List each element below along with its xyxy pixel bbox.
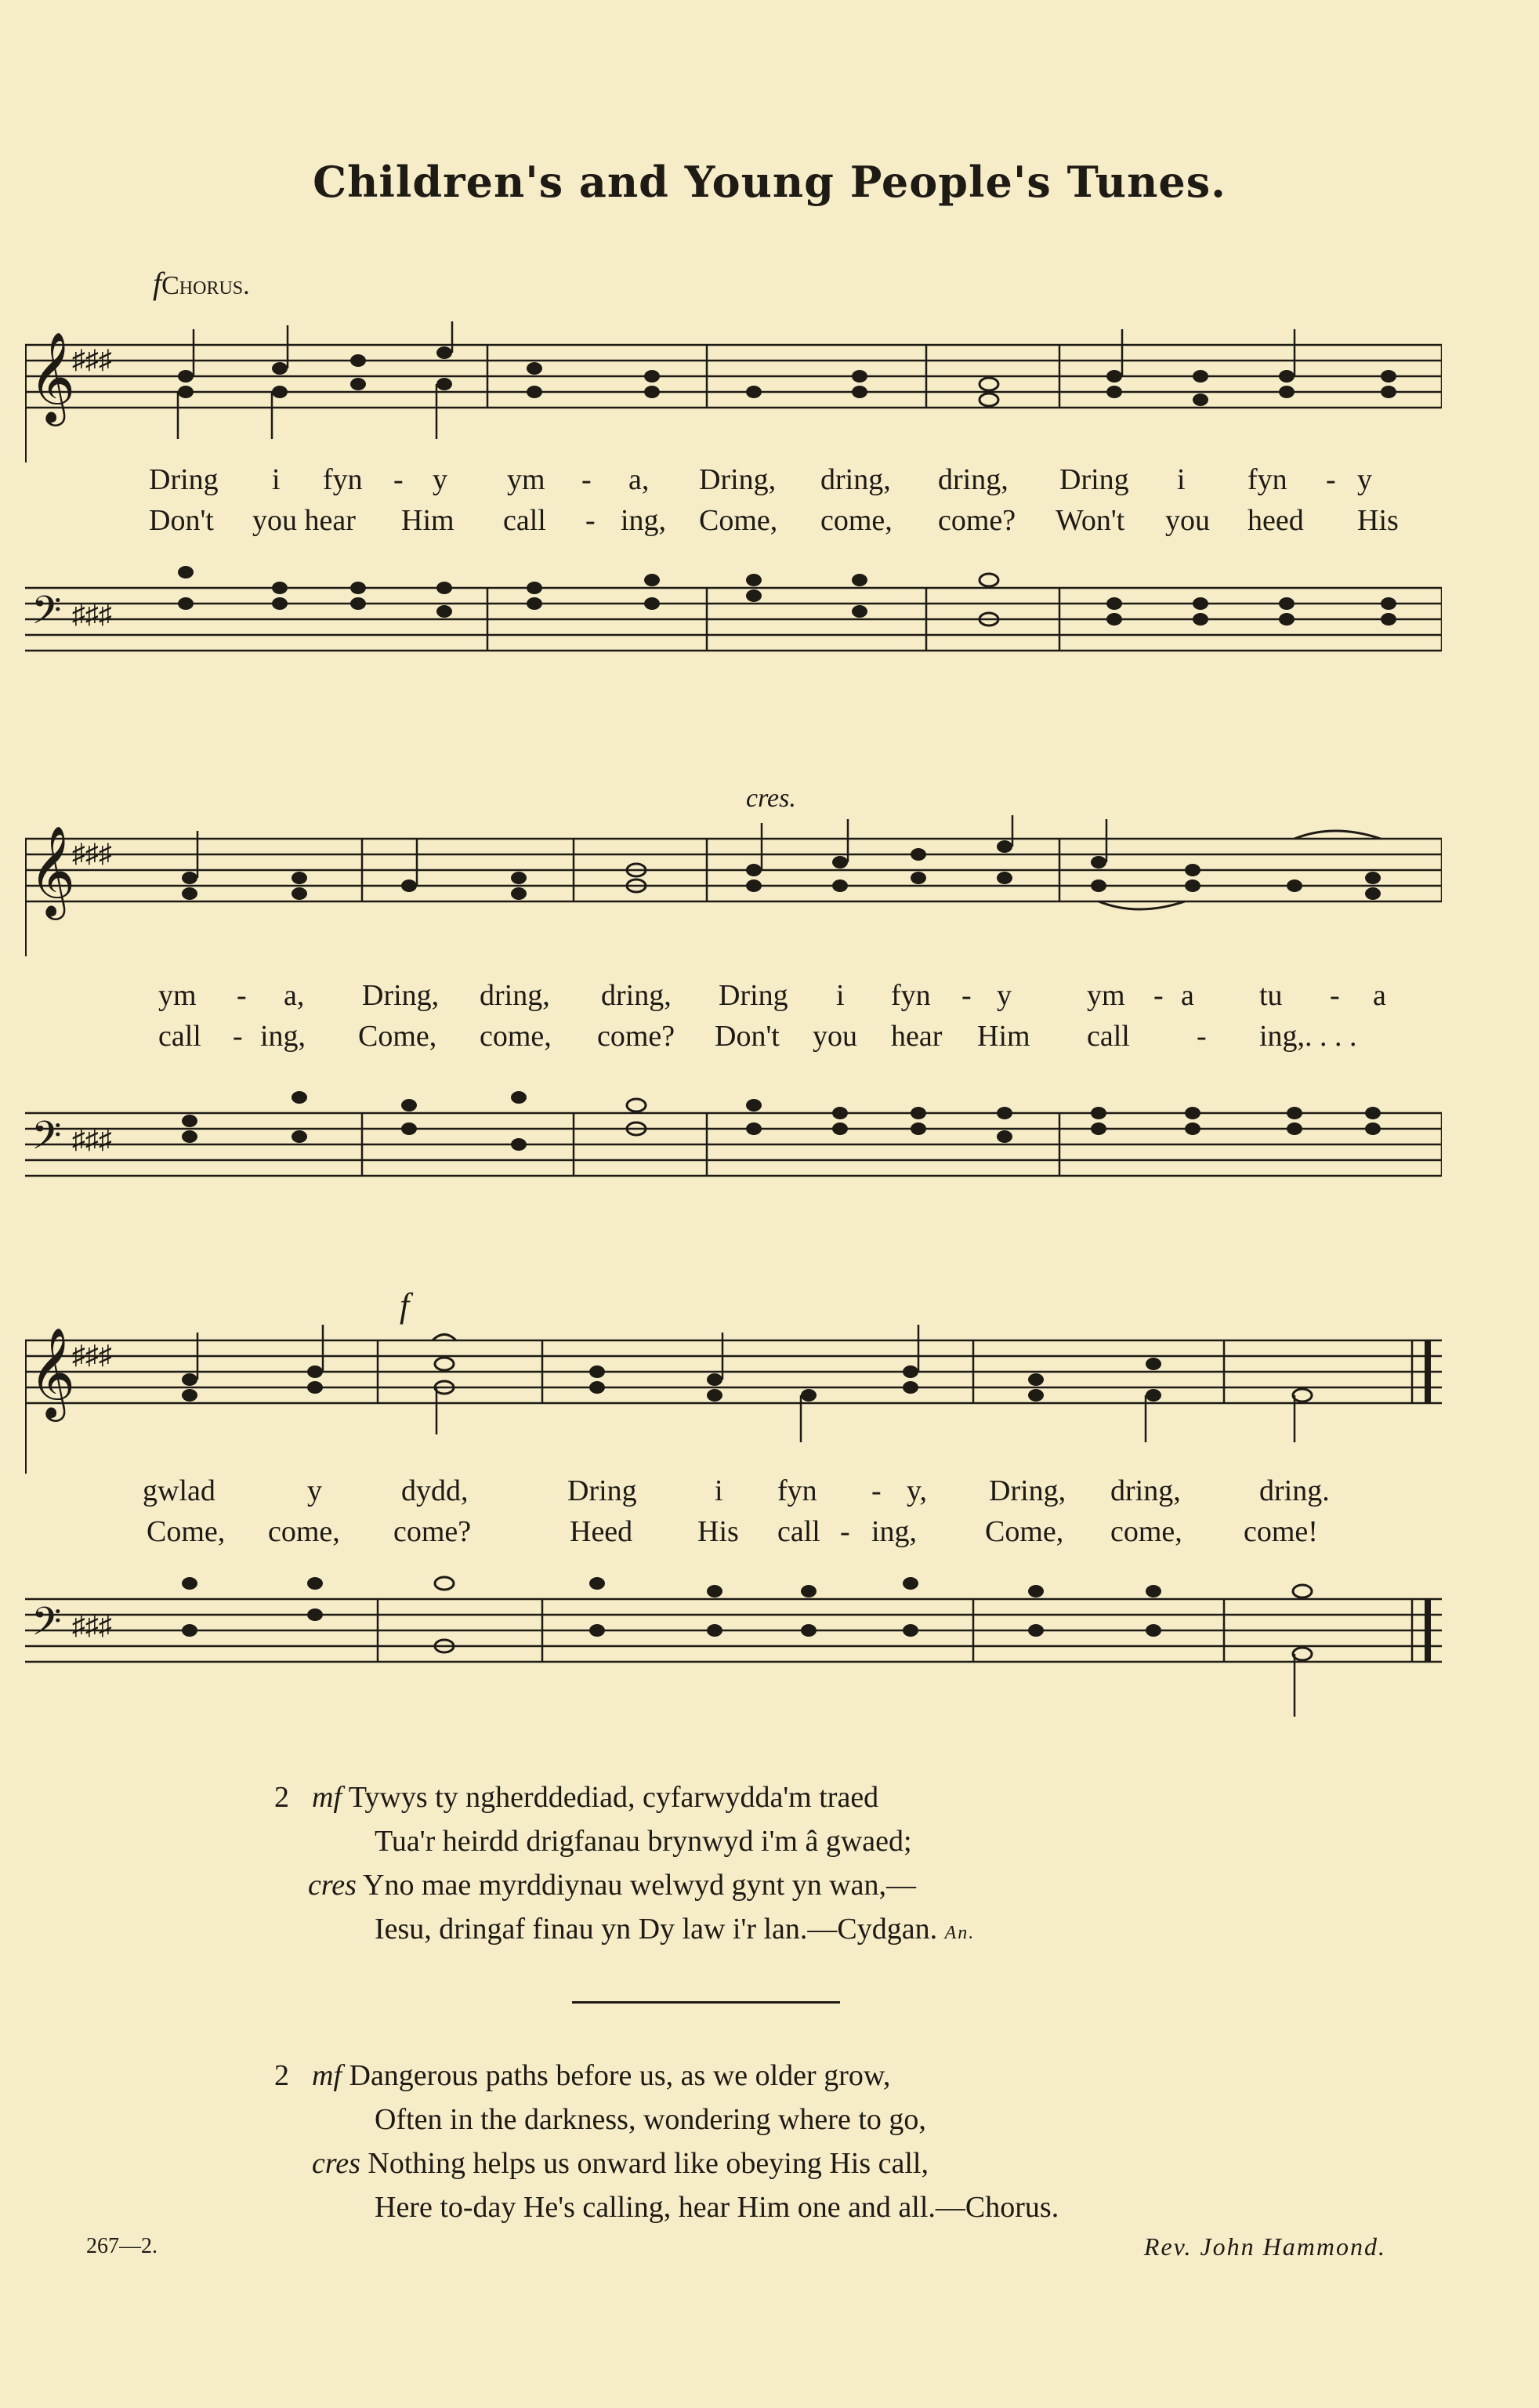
- lyric-syllable: -: [1326, 463, 1336, 496]
- lyric-syllable: Him: [401, 504, 454, 537]
- verse-number: 2: [274, 2059, 289, 2092]
- lyric-syllable: a: [1181, 979, 1194, 1012]
- lyric-syllable: -: [1197, 1020, 1207, 1053]
- lyric-syllable: Don't: [149, 504, 214, 537]
- lyric-syllable: dydd,: [401, 1474, 469, 1507]
- lyric-syllable: dring,: [1110, 1474, 1181, 1507]
- verse-line: [274, 1775, 975, 1819]
- lyric-syllable: gwlad: [143, 1474, 215, 1507]
- lyric-syllable: -: [961, 979, 972, 1012]
- lyric-syllable: come?: [597, 1020, 675, 1053]
- verse-text: Yno mae myrddiynau welwyd gynt yn wan,—: [363, 1869, 917, 1902]
- svg-text:♯♯♯: ♯♯♯: [72, 1126, 112, 1155]
- verse-number: 2: [274, 1781, 289, 1814]
- lyric-syllable: Dring: [719, 979, 788, 1012]
- lyric-syllable: dring,: [601, 979, 672, 1012]
- lyrics-line-english-2: [25, 1019, 1442, 1053]
- lyric-syllable: Come,: [985, 1515, 1064, 1548]
- music-system-2: [25, 784, 1442, 1223]
- lyric-syllable: hear: [891, 1020, 943, 1053]
- lyrics-line-english-3: [25, 1514, 1442, 1546]
- lyric-syllable: a,: [284, 979, 305, 1012]
- verse-line: [274, 2098, 1059, 2141]
- lyric-syllable: dring.: [1259, 1474, 1330, 1507]
- lyric-syllable: i: [836, 979, 845, 1012]
- verse-text: Nothing helps us onward like obeying His call,: [368, 2147, 929, 2180]
- verse-line: [274, 2185, 1059, 2229]
- bass-staff-3: [25, 1568, 1442, 1724]
- lyric-syllable: y: [1357, 463, 1372, 496]
- lyric-syllable: -: [1153, 979, 1164, 1012]
- lyric-syllable: -: [393, 463, 404, 496]
- verse-text: Dangerous paths before us, as we older grow,: [349, 2059, 891, 2092]
- lyric-syllable: -: [237, 979, 247, 1012]
- lyric-syllable: -: [840, 1515, 850, 1548]
- lyrics-line-welsh-2: [25, 978, 1442, 1010]
- lyric-syllable: -: [585, 504, 596, 537]
- treble-staff-3: [25, 1317, 1442, 1474]
- verse-text: Here to-day He's calling, hear Him one and all.—Chorus.: [375, 2191, 1059, 2224]
- verse-text: Tua'r heirdd drigfanau brynwyd i'm â gwaed;: [375, 1825, 912, 1858]
- dynamic-mark: cres: [312, 2147, 360, 2180]
- attribution: An.: [944, 1923, 976, 1943]
- author-credit: Rev. John Hammond.: [1143, 2232, 1386, 2261]
- lyric-syllable: ing,: [621, 504, 667, 537]
- forte-mark-2: f: [400, 1286, 410, 1325]
- lyric-syllable: a,: [628, 463, 650, 496]
- page-number: 267—2.: [86, 2234, 158, 2258]
- svg-text:♯♯♯: ♯♯♯: [72, 600, 112, 629]
- lyric-syllable: call: [158, 1020, 201, 1053]
- verse-english: [274, 2054, 1059, 2229]
- lyric-syllable: you: [1165, 504, 1210, 537]
- lyric-syllable: call: [1087, 1020, 1130, 1053]
- chorus-label: Chorus.: [161, 271, 250, 300]
- lyric-syllable: come,: [820, 504, 893, 537]
- svg-text:𝄞: 𝄞: [29, 1326, 76, 1418]
- lyrics-line-welsh-3: [25, 1474, 1442, 1505]
- svg-text:𝄢: 𝄢: [31, 1599, 62, 1654]
- section-divider: [572, 2001, 840, 2004]
- lyric-syllable: Come,: [699, 504, 778, 537]
- verse-line: [274, 2141, 1059, 2185]
- lyrics-line-welsh-1: [25, 462, 1442, 494]
- lyric-syllable: come!: [1244, 1515, 1318, 1548]
- lyric-syllable: ing,: [871, 1515, 918, 1548]
- lyric-syllable: ym: [158, 979, 197, 1012]
- lyric-syllable: i: [715, 1474, 723, 1507]
- crescendo-marking: cres.: [746, 784, 796, 813]
- lyric-syllable: you hear: [252, 504, 356, 537]
- lyric-syllable: ym: [1087, 979, 1125, 1012]
- verse-line: [274, 1907, 975, 1955]
- lyric-syllable: i: [1177, 463, 1186, 496]
- lyric-syllable: call: [503, 504, 546, 537]
- lyric-syllable: Dring,: [699, 463, 777, 496]
- lyric-syllable: -: [871, 1474, 882, 1507]
- lyric-syllable: you: [813, 1020, 857, 1053]
- lyric-syllable: fyn: [1247, 463, 1287, 496]
- lyric-syllable: come,: [1110, 1515, 1182, 1548]
- lyric-syllable: Him: [977, 1020, 1030, 1053]
- dynamic-mark: cres: [308, 1869, 357, 1902]
- svg-text:𝄢: 𝄢: [31, 588, 62, 643]
- lyric-syllable: dring,: [480, 979, 550, 1012]
- lyric-syllable: ing,: [260, 1020, 306, 1053]
- lyric-syllable: ing,. . . .: [1259, 1020, 1357, 1053]
- music-system-3: [25, 1286, 1442, 1756]
- music-system-1: [25, 290, 1442, 698]
- verse-line: [274, 1863, 975, 1907]
- verse-text: Often in the darkness, wondering where to go,: [375, 2103, 926, 2136]
- dynamic-mark: mf: [312, 2059, 342, 2092]
- lyric-syllable: call: [777, 1515, 820, 1548]
- lyric-syllable: dring,: [820, 463, 891, 496]
- lyric-syllable: Dring: [1059, 463, 1129, 496]
- svg-text:𝄞: 𝄞: [29, 825, 76, 916]
- lyric-syllable: -: [233, 1020, 243, 1053]
- svg-text:𝄢: 𝄢: [31, 1113, 62, 1168]
- svg-text:𝄞: 𝄞: [29, 331, 76, 422]
- lyric-syllable: y: [307, 1474, 322, 1507]
- lyric-syllable: His: [697, 1515, 739, 1548]
- lyric-syllable: come?: [938, 504, 1016, 537]
- lyric-syllable: i: [272, 463, 281, 496]
- lyric-syllable: come,: [268, 1515, 340, 1548]
- verse-line: [274, 1819, 975, 1863]
- verse-line: [274, 2054, 1059, 2098]
- dynamic-mark: mf: [312, 1781, 342, 1814]
- verse-text: Iesu, dringaf finau yn Dy law i'r lan.—Cydgan.: [375, 1913, 938, 1946]
- lyric-syllable: Come,: [358, 1020, 437, 1053]
- lyric-syllable: Dring,: [362, 979, 440, 1012]
- lyric-syllable: Dring: [567, 1474, 637, 1507]
- svg-text:♯♯♯: ♯♯♯: [72, 346, 112, 375]
- lyric-syllable: fyn: [777, 1474, 817, 1507]
- svg-text:♯♯♯: ♯♯♯: [72, 1612, 112, 1641]
- lyric-syllable: dring,: [938, 463, 1008, 496]
- lyric-syllable: fyn: [323, 463, 363, 496]
- bass-staff-2: [25, 1082, 1442, 1207]
- lyric-syllable: tu: [1259, 979, 1283, 1012]
- lyric-syllable: ym: [507, 463, 545, 496]
- lyric-syllable: Dring: [149, 463, 219, 496]
- lyric-syllable: fyn: [891, 979, 931, 1012]
- lyric-syllable: come,: [480, 1020, 552, 1053]
- treble-staff-1: [25, 321, 1442, 462]
- lyric-syllable: y,: [907, 1474, 928, 1507]
- lyric-syllable: Dring,: [989, 1474, 1066, 1507]
- treble-staff-2: [25, 815, 1442, 956]
- lyric-syllable: -: [581, 463, 592, 496]
- lyric-syllable: y: [997, 979, 1012, 1012]
- svg-text:♯♯♯: ♯♯♯: [72, 1341, 112, 1370]
- verse-welsh: [274, 1775, 975, 1955]
- lyric-syllable: come?: [393, 1515, 472, 1548]
- lyric-syllable: a: [1373, 979, 1386, 1012]
- lyric-syllable: His: [1357, 504, 1399, 537]
- lyric-syllable: heed: [1247, 504, 1304, 537]
- svg-text:♯♯♯: ♯♯♯: [72, 840, 112, 869]
- forte-mark: f: [153, 266, 162, 301]
- page-title: Children's and Young People's Tunes.: [313, 157, 1226, 207]
- lyric-syllable: -: [1330, 979, 1340, 1012]
- lyric-syllable: Won't: [1056, 504, 1125, 537]
- verse-text: Tywys ty ngherddediad, cyfarwydda'm traed: [348, 1781, 879, 1814]
- lyric-syllable: Come,: [147, 1515, 226, 1548]
- lyric-syllable: Heed: [570, 1515, 633, 1548]
- lyric-syllable: Don't: [715, 1020, 780, 1053]
- bass-staff-1: [25, 557, 1442, 682]
- lyric-syllable: y: [433, 463, 447, 496]
- lyrics-line-english-1: [25, 503, 1442, 535]
